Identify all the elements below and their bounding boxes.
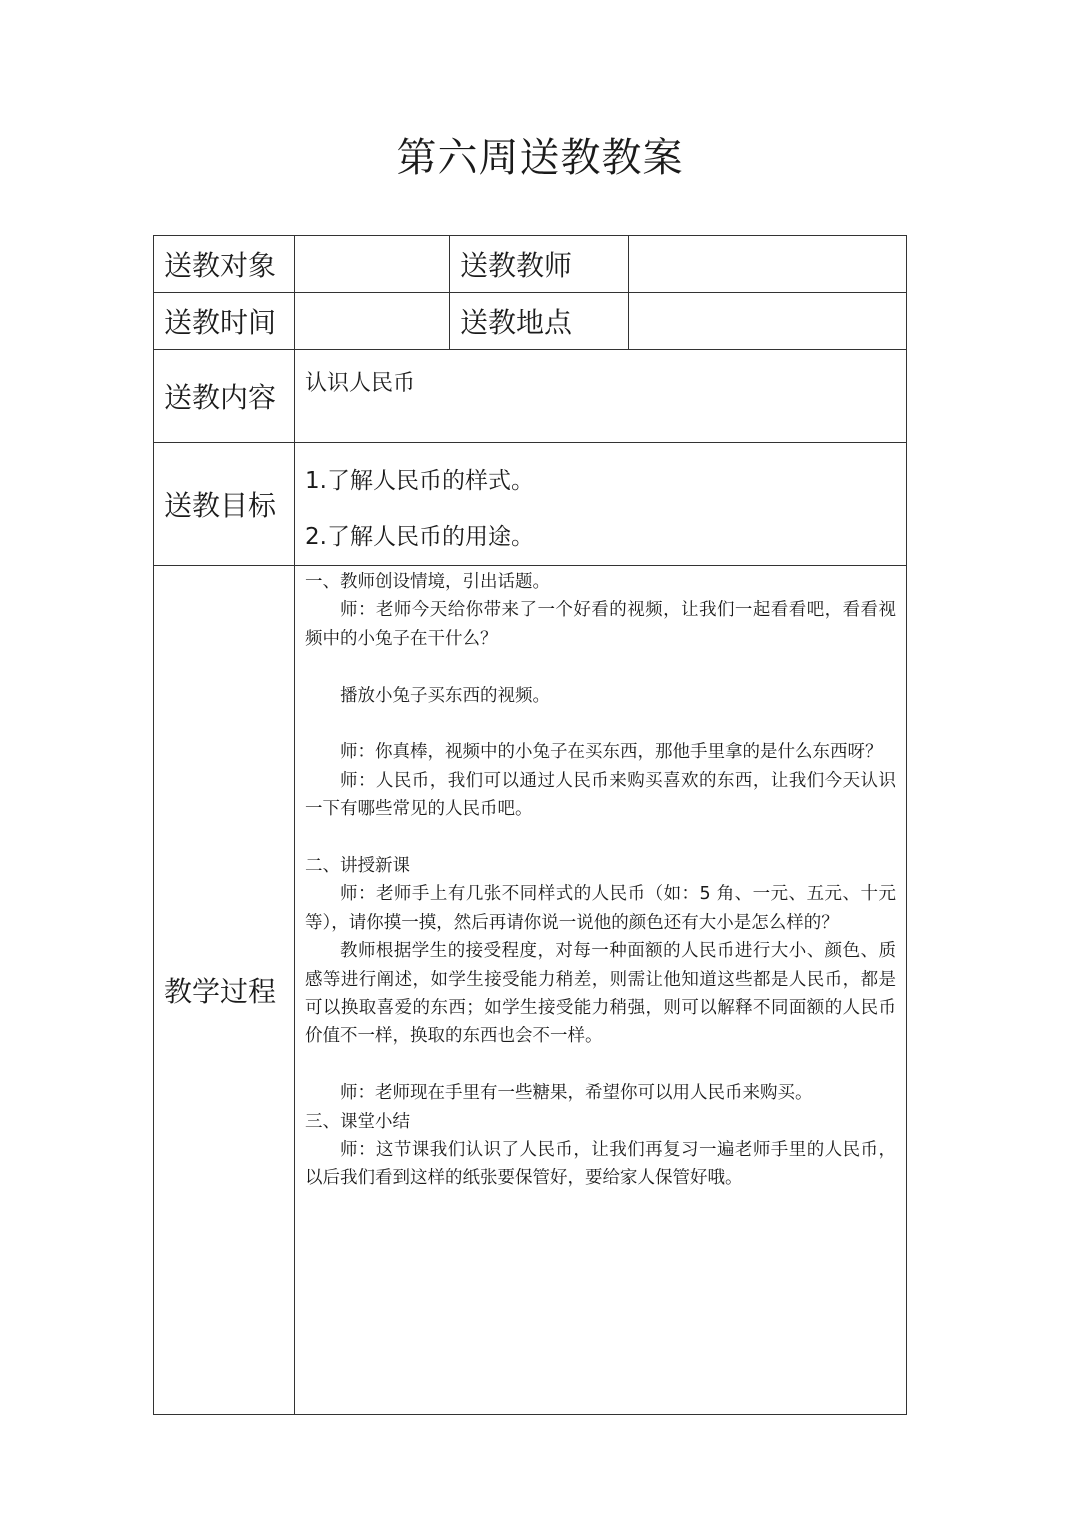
table-row-content [154, 350, 907, 443]
content-label: 送教内容 [154, 350, 295, 443]
place-value [629, 293, 907, 350]
goal-label: 送教目标 [154, 443, 295, 566]
table-row-goals [154, 443, 907, 566]
table-row-target [154, 236, 907, 293]
process-paragraph: 师：老师今天给你带来了一个好看的视频，让我们一起看看吧，看看视频中的小兔子在干什么？ [305, 600, 896, 649]
process-body [295, 566, 907, 1415]
lesson-plan-table [153, 235, 907, 1415]
process-paragraph: 师：老师现在手里有一些糖果，希望你可以用人民币来购买。 [340, 1083, 813, 1104]
table-row-process [154, 566, 907, 1415]
target-value [295, 236, 450, 293]
process-paragraph: 教师根据学生的接受程度，对每一种面额的人民币进行大小、颜色、质感等进行阐述，如学生接受能力稍差，则需让他知道这些都是人民币，都是可以换取喜爱的东西；如学生接受能力稍强，则可以解释不同面额的人民币价值不一样，换取的东西也会不一样。 [305, 941, 896, 1047]
content-value: 认识人民币 [295, 350, 907, 443]
process-paragraph: 师：人民币，我们可以通过人民币来购买喜欢的东西，让我们今天认识一下有哪些常见的人民币吧。 [305, 770, 896, 820]
goal-list [295, 443, 907, 566]
process-section-heading: 一、教师创设情境，引出话题。 [305, 572, 550, 592]
process-section-heading: 二、讲授新课 [305, 856, 410, 877]
goal-item: 2.了解人民币的用途。 [305, 524, 534, 550]
goal-item: 1.了解人民币的样式。 [305, 468, 534, 494]
process-paragraph: 师：老师手上有几张不同样式的人民币（如：5 角、一元、五元、十元等），请你摸一摸，然后再请你说一说他的颜色还有大小是怎么样的？ [305, 884, 896, 933]
teacher-label: 送教教师 [450, 236, 629, 293]
target-label: 送教对象 [154, 236, 295, 293]
process-paragraph: 师：这节课我们认识了人民币，让我们再复习一遍老师手里的人民币，以后我们看到这样的纸张要保管好，要给家人保管好哦。 [305, 1140, 896, 1189]
page-title: 第六周送教教案 [396, 135, 684, 181]
teacher-value [629, 236, 907, 293]
time-label: 送教时间 [154, 293, 295, 350]
process-section-heading: 三、课堂小结 [305, 1111, 410, 1132]
table-row-time [154, 293, 907, 350]
process-paragraph: 师：你真棒，视频中的小兔子在买东西，那他手里拿的是什么东西呀？ [340, 742, 883, 763]
process-label: 教学过程 [154, 566, 295, 1415]
process-paragraph: 播放小兔子买东西的视频。 [340, 685, 550, 706]
place-label: 送教地点 [450, 293, 629, 350]
time-value [295, 293, 450, 350]
